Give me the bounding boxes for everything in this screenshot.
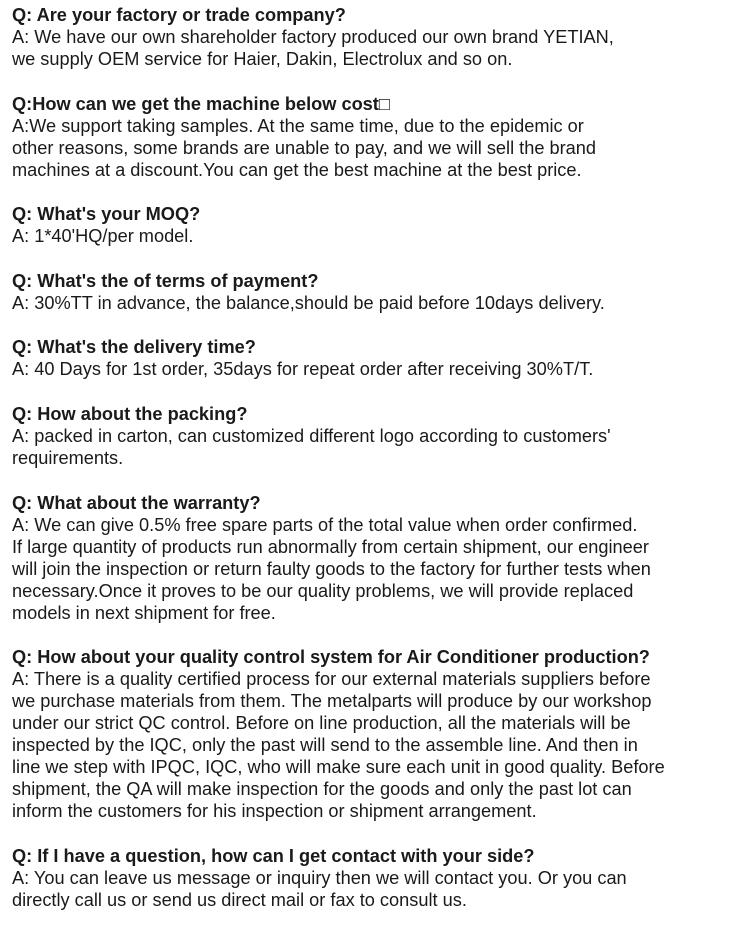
answer-line: A: 40 Days for 1st order, 35days for repeat order after receiving 30%T/T. [12,359,594,380]
answer-line: A: You can leave us message or inquiry then we will contact you. Or you can [12,867,627,888]
faq-question: Q: Are your factory or trade company? [12,5,346,25]
faq-item-factory [12,4,742,70]
faq-question: Q: If I have a question, how can I get contact with your side? [12,845,535,866]
faq-answer [12,26,742,70]
answer-line: models in next shipment for free. [12,602,276,623]
faq-item-delivery [12,336,742,380]
faq-answer [12,514,742,624]
faq-item-warranty [12,492,742,624]
answer-line: A: packed in carton, can customized different logo according to customers' [12,425,611,446]
faq-answer [12,358,742,380]
faq-answer [12,425,742,469]
faq-answer [12,867,742,911]
faq-answer [12,115,742,181]
answer-line: will join the inspection or return faulty goods to the factory for further tests when [12,558,651,579]
answer-line: line we step with IPQC, IQC, who will make sure each unit in good quality. Before [12,757,665,778]
answer-line: necessary.Once it proves to be our quality problems, we will provide replaced [12,580,634,601]
answer-line: A: 1*40'HQ/per model. [12,226,194,247]
answer-line: requirements. [12,447,124,468]
answer-line: we purchase materials from them. The metalparts will produce by our workshop [12,691,652,712]
answer-line: inspected by the IQC, only the past will send to the assemble line. And then in [12,735,638,756]
faq-question: Q:How can we get the machine below cost□ [12,93,390,114]
answer-line: If large quantity of products run abnormally from certain shipment, our engineer [12,536,649,557]
faq-question: Q: How about the packing? [12,403,248,424]
answer-line: machines at a discount.You can get the best machine at the best price. [12,159,582,180]
faq-item-moq [12,203,742,247]
answer-line: other reasons, some brands are unable to pay, and we will sell the brand [12,137,597,158]
faq-question: Q: What about the warranty? [12,492,261,513]
answer-line: A: 30%TT in advance, the balance,should be paid before 10days delivery. [12,292,605,313]
answer-line: A: We have our own shareholder factory produced our own brand YETIAN, [12,27,614,47]
answer-line: inform the customers for his inspection or shipment arrangement. [12,801,537,822]
faq-answer [12,292,742,314]
answer-line: directly call us or send us direct mail or fax to consult us. [12,889,467,910]
answer-line: A: We can give 0.5% free spare parts of the total value when order confirmed. [12,514,638,535]
faq-item-quality-control [12,646,742,822]
faq-question: Q: How about your quality control system for Air Conditioner production? [12,647,650,668]
faq-question: Q: What's the delivery time? [12,337,256,358]
answer-line: A:We support taking samples. At the same time, due to the epidemic or [12,115,584,136]
faq-question: Q: What's the of terms of payment? [12,270,319,291]
faq-item-contact [12,845,742,911]
faq-question: Q: What's your MOQ? [12,204,201,225]
faq-item-payment [12,270,742,314]
answer-line: A: There is a quality certified process for our external materials suppliers before [12,669,651,690]
answer-line: we supply OEM service for Haier, Dakin, Electrolux and so on. [12,49,513,69]
faq-answer [12,668,742,822]
answer-line: shipment, the QA will make inspection for the goods and only the past lot can [12,779,632,800]
faq-item-packing [12,403,742,469]
faq-item-below-cost [12,93,742,181]
faq-answer [12,225,742,247]
answer-line: under our strict QC control. Before on line production, all the materials will be [12,713,631,734]
